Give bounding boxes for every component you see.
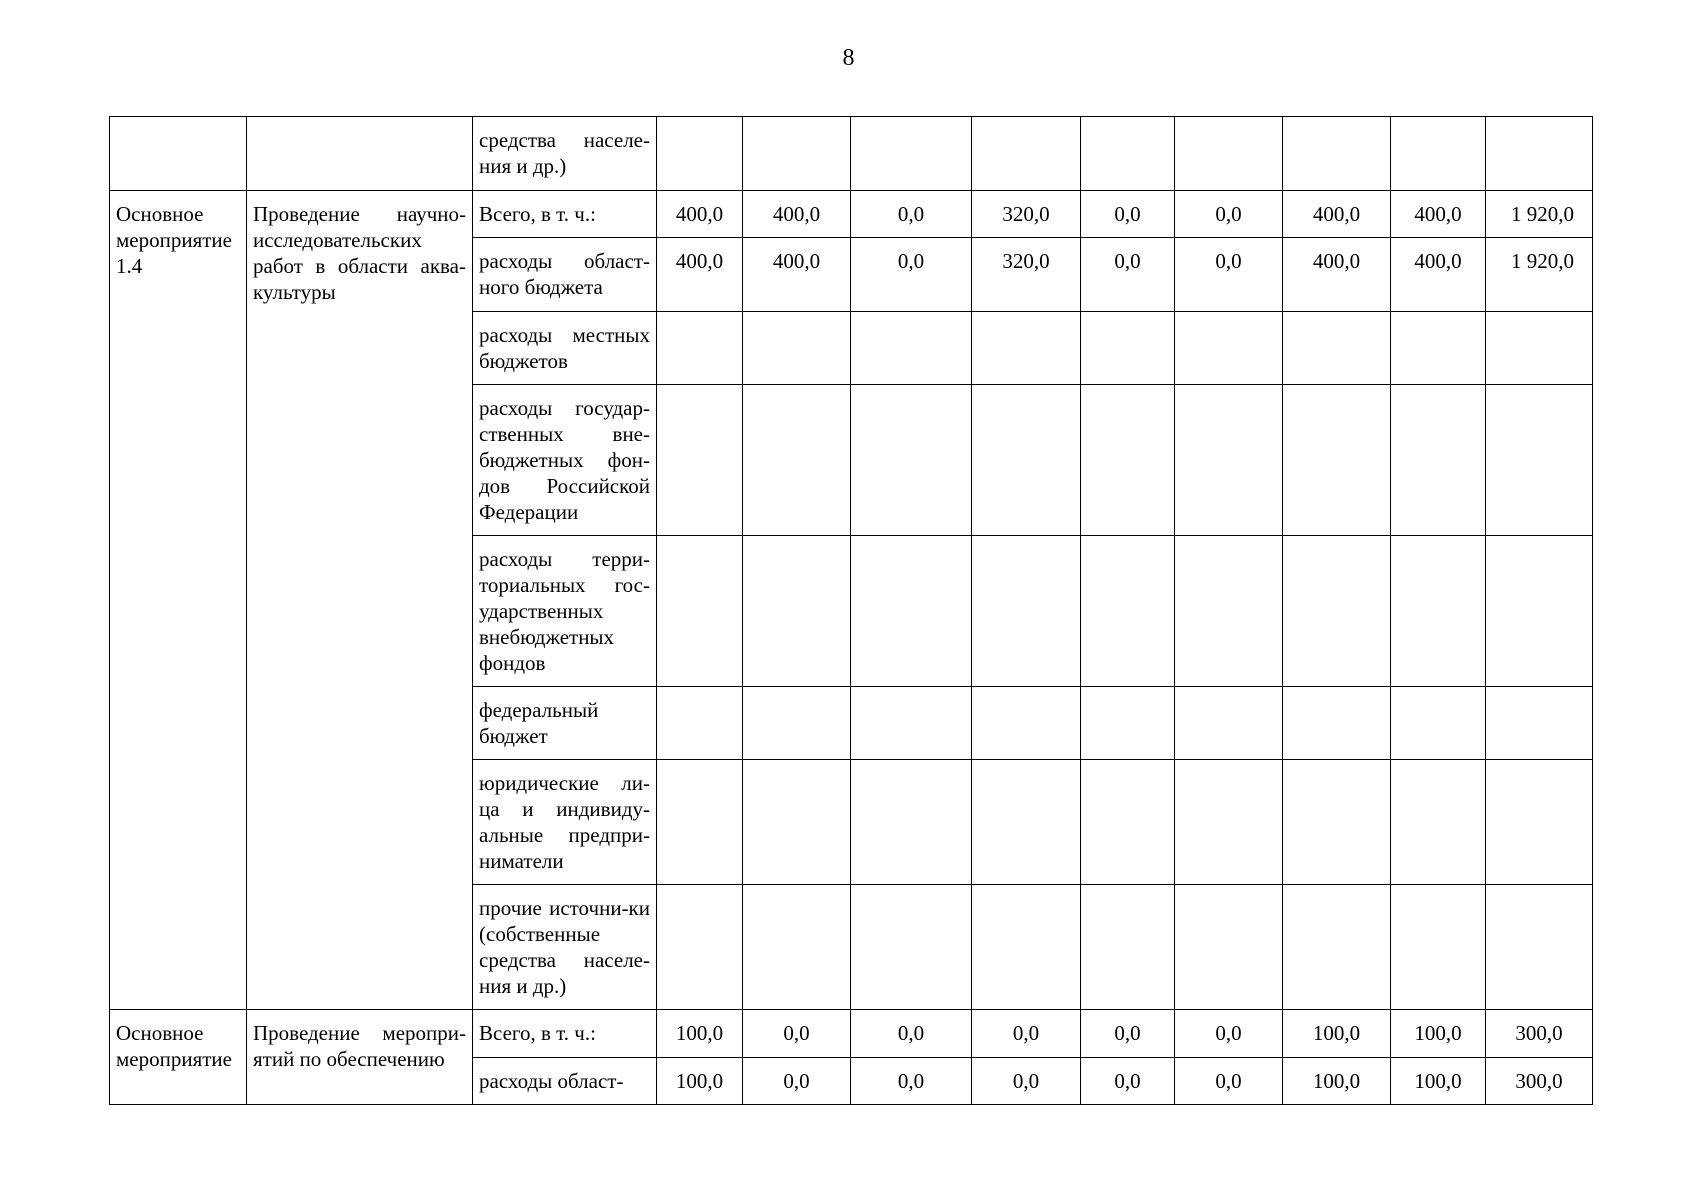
value-cell [657,312,743,385]
value-cell: 1 920,0 [1486,191,1593,238]
value-cell [1081,117,1175,191]
value-cell [851,536,972,687]
value-cell [972,385,1081,536]
budget-table [109,116,1593,1105]
table-body [110,117,1593,1105]
value-cell [1175,385,1283,536]
value-cell: 100,0 [657,1058,743,1105]
value-cell [851,312,972,385]
event-cell [110,117,247,191]
value-cell: 0,0 [1081,1010,1175,1058]
value-cell [1081,385,1175,536]
value-cell [1081,687,1175,760]
value-cell [851,687,972,760]
value-cell [1283,117,1391,191]
value-cell [657,885,743,1010]
value-cell [1081,536,1175,687]
value-cell [1283,760,1391,885]
value-cell: 300,0 [1486,1010,1593,1058]
value-cell [1175,117,1283,191]
value-cell: 400,0 [743,238,851,312]
value-cell: 0,0 [851,191,972,238]
funding-source-cell: расходы област- [473,1058,657,1105]
funding-source-cell: расходы местных бюджетов [473,312,657,385]
value-cell [1486,312,1593,385]
value-cell [657,536,743,687]
value-cell [1283,687,1391,760]
value-cell: 400,0 [1283,238,1391,312]
page-number: 8 [842,45,855,71]
funding-source-cell: федеральный бюджет [473,687,657,760]
value-cell [743,760,851,885]
value-cell [1486,687,1593,760]
table-row [110,1010,1593,1058]
value-cell [1391,312,1486,385]
value-cell: 400,0 [657,191,743,238]
value-cell [743,687,851,760]
value-cell [743,312,851,385]
event-name-cell [247,117,473,191]
value-cell: 0,0 [1175,238,1283,312]
value-cell [1391,760,1486,885]
value-cell: 0,0 [972,1010,1081,1058]
value-cell [1486,117,1593,191]
value-cell: 100,0 [1283,1058,1391,1105]
funding-source-cell: расходы област-ного бюджета [473,238,657,312]
value-cell: 0,0 [1175,191,1283,238]
table-row [110,117,1593,191]
value-cell: 0,0 [1175,1058,1283,1105]
value-cell: 0,0 [1081,191,1175,238]
value-cell [1391,687,1486,760]
value-cell: 400,0 [1391,238,1486,312]
value-cell [972,687,1081,760]
value-cell: 0,0 [743,1010,851,1058]
value-cell [851,885,972,1010]
value-cell [1081,312,1175,385]
value-cell [743,885,851,1010]
value-cell: 100,0 [1391,1010,1486,1058]
value-cell: 0,0 [972,1058,1081,1105]
value-cell: 300,0 [1486,1058,1593,1105]
value-cell [1486,536,1593,687]
value-cell [1486,760,1593,885]
value-cell [1391,117,1486,191]
event-cell: Основное мероприятие 1.4 [110,191,247,1010]
value-cell: 0,0 [1175,1010,1283,1058]
value-cell [1486,885,1593,1010]
value-cell [972,885,1081,1010]
value-cell [1175,312,1283,385]
value-cell: 0,0 [851,238,972,312]
value-cell [851,117,972,191]
value-cell [972,760,1081,885]
value-cell: 0,0 [1081,238,1175,312]
value-cell [851,760,972,885]
value-cell [851,385,972,536]
value-cell [972,117,1081,191]
value-cell: 100,0 [1391,1058,1486,1105]
value-cell [743,117,851,191]
value-cell [1283,536,1391,687]
value-cell [657,385,743,536]
value-cell [1391,885,1486,1010]
value-cell [657,687,743,760]
value-cell [1081,885,1175,1010]
funding-source-cell: средства населе-ния и др.) [473,117,657,191]
value-cell: 400,0 [1391,191,1486,238]
value-cell [657,117,743,191]
table-row [110,191,1593,238]
funding-source-cell: Всего, в т. ч.: [473,191,657,238]
value-cell [1175,760,1283,885]
value-cell: 320,0 [972,238,1081,312]
event-name-cell: Проведение научно-исследовательских работ в области аква-культуры [247,191,473,1010]
value-cell [1283,312,1391,385]
value-cell: 100,0 [1283,1010,1391,1058]
value-cell [1175,536,1283,687]
value-cell [1175,687,1283,760]
value-cell: 0,0 [851,1010,972,1058]
value-cell: 100,0 [657,1010,743,1058]
value-cell: 400,0 [743,191,851,238]
value-cell [1486,385,1593,536]
value-cell [1283,885,1391,1010]
value-cell [657,760,743,885]
event-name-cell: Проведение меропри-ятий по обеспечению [247,1010,473,1105]
funding-source-cell: расходы терри-ториальных гос-ударственных внебюджетных фондов [473,536,657,687]
value-cell [743,536,851,687]
value-cell [972,312,1081,385]
value-cell: 400,0 [657,238,743,312]
value-cell: 0,0 [743,1058,851,1105]
value-cell: 0,0 [851,1058,972,1105]
value-cell: 400,0 [1283,191,1391,238]
funding-source-cell: Всего, в т. ч.: [473,1010,657,1058]
value-cell: 1 920,0 [1486,238,1593,312]
value-cell: 320,0 [972,191,1081,238]
value-cell [1391,385,1486,536]
value-cell [743,385,851,536]
value-cell [1391,536,1486,687]
event-cell: Основное мероприятие [110,1010,247,1105]
value-cell [972,536,1081,687]
funding-source-cell: юридические ли-ца и индивиду-альные предпри-ниматели [473,760,657,885]
value-cell [1081,760,1175,885]
value-cell [1283,385,1391,536]
funding-source-cell: прочие источни-ки (собственные средства населе-ния и др.) [473,885,657,1010]
value-cell [1175,885,1283,1010]
funding-source-cell: расходы государ-ственных вне-бюджетных фон-дов Российской Федерации [473,385,657,536]
value-cell: 0,0 [1081,1058,1175,1105]
